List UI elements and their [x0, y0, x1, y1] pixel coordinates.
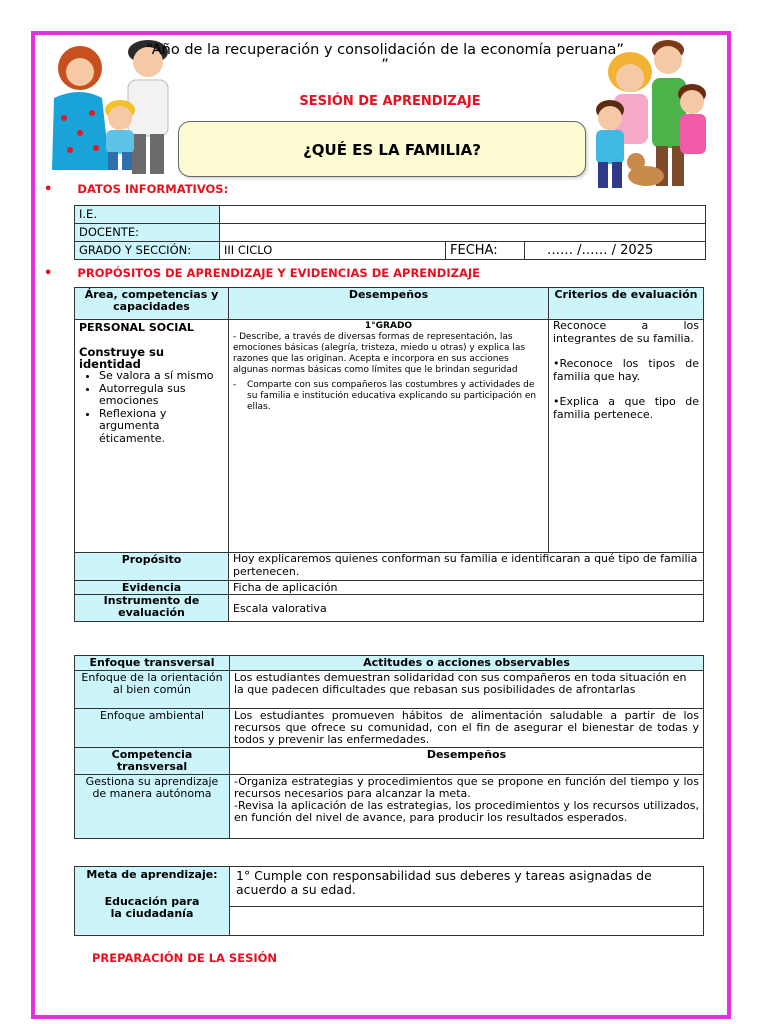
meta-table [74, 866, 704, 936]
enfoque-2: Enfoque ambiental [75, 709, 230, 748]
desempeno-2-row [233, 380, 544, 413]
competencia-name: Construye su identidad [79, 345, 165, 371]
instrumento-value: Escala valorativa [229, 595, 704, 622]
criterio-1: Reconoce a los integrantes de su familia. [553, 319, 699, 345]
capacidad-item: • Autorregula sus emociones [99, 383, 224, 408]
col-desempenos-transversal: Desempeños [230, 748, 704, 775]
proposito-label: Propósito [75, 553, 229, 581]
capacidad-item: • Reflexiona y argumenta éticamente. [99, 408, 224, 446]
actitud-2: Los estudiantes promueven hábitos de alimentación saludable a partir de los recursos que ofrece su comunidad, con el fin de asegurar el bienestar de todas y todos y prevenir las enfermedades. [230, 709, 704, 748]
col-competencia: Competencia transversal [75, 748, 230, 775]
bullet-icon: • [44, 182, 53, 197]
fecha-label: FECHA: [446, 242, 525, 260]
meta-value-2[interactable] [230, 907, 704, 936]
enfoque-1: Enfoque de la orientación al bien común [75, 671, 230, 709]
evidencia-label: Evidencia [75, 581, 229, 595]
instrumento-label: Instrumento de evaluación [75, 595, 229, 622]
evidencia-value: Ficha de aplicación [229, 581, 704, 595]
desempeno-1: - Describe, a través de diversas formas de representación, las emociones básicas (alegría, tristeza, miedo u otras) y explica las razones que las originan. Acepta e incorpora en sus acciones algunas normas básicas como límites que le brindan seguridad [233, 332, 526, 375]
datos-heading-row [44, 178, 228, 197]
proposito-value: Hoy explicaremos quienes conforman su familia e identificaran a qué tipo de familia pertenecen. [229, 553, 704, 581]
desempeno-2: Comparte con sus compañeros las costumbres y actividades de su familia e institución educativa explicando su participación en ellas. [247, 380, 537, 412]
title-box [178, 121, 586, 177]
meta-area: Educación para la ciudadanía [104, 894, 200, 920]
datos-table [74, 205, 706, 260]
desempeno-transversal-1: -Organiza estrategias y procedimientos que se propone en función del tiempo y los recursos necesarios para alcanzar la meta. [234, 775, 699, 800]
col-enfoque: Enfoque transversal [75, 656, 230, 671]
meta-value-1: 1° Cumple con responsabilidad sus deberes y tareas asignadas de acuerdo a su edad. [230, 867, 704, 907]
criterio-2: •Reconoce los tipos de familia que hay. [553, 357, 699, 383]
slogan: “Año de la recuperación y consolidación de la economía peruana” ” [146, 42, 624, 73]
datos-heading: DATOS INFORMATIVOS: [77, 182, 229, 196]
competencia-transversal: Gestiona su aprendizaje de manera autónoma [75, 775, 230, 839]
desempeno-transversal-2: -Revisa la aplicación de las estrategias, los procedimientos y los recursos utilizados, en función del nivel de avance, para producir los resultados esperados. [234, 799, 699, 824]
meta-label: Meta de aprendizaje: [86, 868, 218, 881]
preparacion-heading: PREPARACIÓN DE LA SESIÓN [92, 951, 278, 965]
propositos-heading: PROPÓSITOS DE APRENDIZAJE Y EVIDENCIAS DE APRENDIZAJE [77, 266, 480, 280]
col-actitudes: Actitudes o acciones observables [230, 656, 704, 671]
propositos-heading-row [44, 262, 480, 281]
bullet-icon: • [44, 266, 53, 281]
area-name: PERSONAL SOCIAL [79, 321, 194, 334]
fecha-value: …… /…… / 2025 [525, 242, 706, 260]
grado-label: GRADO Y SECCIÓN: [75, 242, 220, 260]
ie-value[interactable] [220, 206, 706, 224]
session-title: ¿QUÉ ES LA FAMILIA? [303, 141, 481, 159]
grado-heading: 1°GRADO [364, 321, 413, 331]
criterio-3: •Explica a que tipo de familia pertenece. [553, 395, 699, 421]
enfoques-table [74, 655, 704, 839]
grado-value: III CICLO [220, 242, 446, 260]
docente-label: DOCENTE: [75, 224, 220, 242]
dash-icon: - [233, 380, 237, 390]
docente-value[interactable] [220, 224, 706, 242]
col-criterios: Criterios de evaluación [549, 288, 704, 320]
col-area: Área, competencias y capacidades [75, 288, 229, 320]
propositos-table [74, 287, 704, 622]
capacidad-item: • Se valora a sí mismo [99, 370, 224, 383]
ie-label: I.E. [75, 206, 220, 224]
col-desempenos: Desempeños [229, 288, 549, 320]
actitud-1: Los estudiantes demuestran solidaridad con sus compañeros en toda situación en la que padecen dificultades que rebasan sus posibilidades de afrontarlas [230, 671, 704, 709]
session-label: SESIÓN DE APRENDIZAJE [299, 94, 481, 109]
